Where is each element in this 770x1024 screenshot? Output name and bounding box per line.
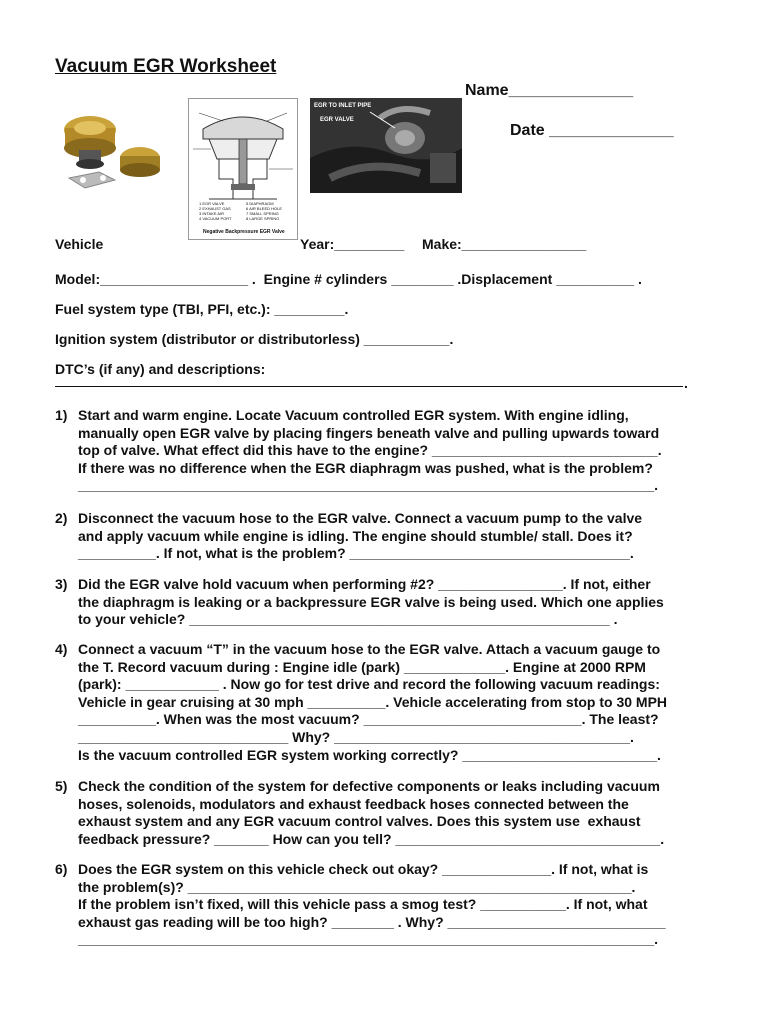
question-6	[55, 861, 725, 949]
diagram-legend: 1 EGR VALVE 2 EXHAUST GAS 3 INTAKE AIR 4 VACUUM PORT 5 DIAPHRAGM 6 AIR BLEED HOLE 7 SMALL SPRING 8 LARGE SPRING	[199, 201, 283, 221]
dtc-answer-line[interactable]	[55, 386, 683, 387]
question-number: 4)	[55, 641, 68, 657]
ignition-system-field[interactable]: Ignition system (distributor or distributorless) ___________.	[55, 331, 454, 347]
question-text[interactable]: Disconnect the vacuum hose to the EGR valve. Connect a vacuum pump to the valve and apply vacuum while engine is idling. The engine should stumble/ stall. Does it? __________. If not, what is the problem? ____________________________________.	[78, 510, 643, 562]
egr-cutaway-diagram	[188, 98, 298, 240]
question-text[interactable]: Connect a vacuum “T” in the vacuum hose to the EGR valve. Attach a vacuum gauge to the T. Record vacuum during : Engine idle (park) _____________. Engine at 2000 RPM (park): ____________ . Now go for test drive and record the following vacuum readings: Vehicle in gear cruising at 30 mph __________. Vehicle accelerating from stop to 30 MPH __________. When was the most vacuum? ____________________________. The least? ___________________________ Why? ______________________________________. Is the vacuum controlled EGR system working correctly? _________________________.	[78, 641, 668, 763]
question-1	[55, 407, 725, 495]
question-4	[55, 641, 725, 764]
question-number: 1)	[55, 407, 68, 423]
question-text[interactable]: Start and warm engine. Locate Vacuum controlled EGR system. With engine idling, manually open EGR valve by placing fingers beneath valve and pulling upwards toward top of valve. What effect did this have to the engine? _____________________________. If there was no difference when the EGR diaphragm was pushed, what is the problem? __________________________________________________________________________.	[78, 407, 662, 494]
fuel-system-field[interactable]: Fuel system type (TBI, PFI, etc.): _________.	[55, 301, 349, 317]
question-number: 3)	[55, 576, 68, 592]
question-text[interactable]: Did the EGR valve hold vacuum when performing #2? ________________. If not, either the diaphragm is leaking or a backpressure EGR valve is being used. Which one applies to your vehicle? ______________________________________________________ .	[78, 576, 664, 628]
dtc-label: DTC’s (if any) and descriptions:	[55, 361, 266, 377]
photo-label-pipe: EGR TO INLET PIPE	[314, 103, 372, 109]
date-field[interactable]: Date ______________	[510, 122, 674, 139]
diagram-caption: Negative Backpressure EGR Valve	[203, 229, 285, 235]
egr-valve-photo	[55, 100, 165, 195]
engine-bay-photo	[310, 98, 462, 193]
question-3	[55, 576, 725, 629]
year-field[interactable]: Year:_________	[300, 236, 405, 252]
question-number: 2)	[55, 510, 68, 526]
question-number: 6)	[55, 861, 68, 877]
question-2	[55, 510, 725, 563]
make-field[interactable]: Make:________________	[422, 236, 587, 252]
dtc-period: .	[684, 375, 688, 391]
model-engine-line[interactable]: Model:___________________ . Engine # cylinders ________ .Displacement __________ .	[55, 271, 642, 287]
page-title: Vacuum EGR Worksheet	[55, 56, 277, 77]
vehicle-label: Vehicle	[55, 236, 104, 252]
question-text[interactable]: Does the EGR system on this vehicle check out okay? ______________. If not, what is the problem(s)? _________________________________________________________. If the problem isn’t fixed, will this vehicle pass a smog test? ___________. If not, what exhaust gas reading will be too high? ________ . Why? ____________________________ __________________________________________________________________________.	[78, 861, 666, 948]
photo-label-valve: EGR VALVE	[320, 117, 354, 123]
name-field[interactable]: Name______________	[465, 82, 634, 99]
question-text[interactable]: Check the condition of the system for defective components or leaks including vacuum hoses, solenoids, modulators and exhaust feedback hoses connected between the exhaust system and any EGR vacuum control valves. Does this system use exhaust feedback pressure? _______ How can you tell? __________________________________.	[78, 778, 665, 847]
question-5	[55, 778, 725, 848]
question-number: 5)	[55, 778, 68, 794]
